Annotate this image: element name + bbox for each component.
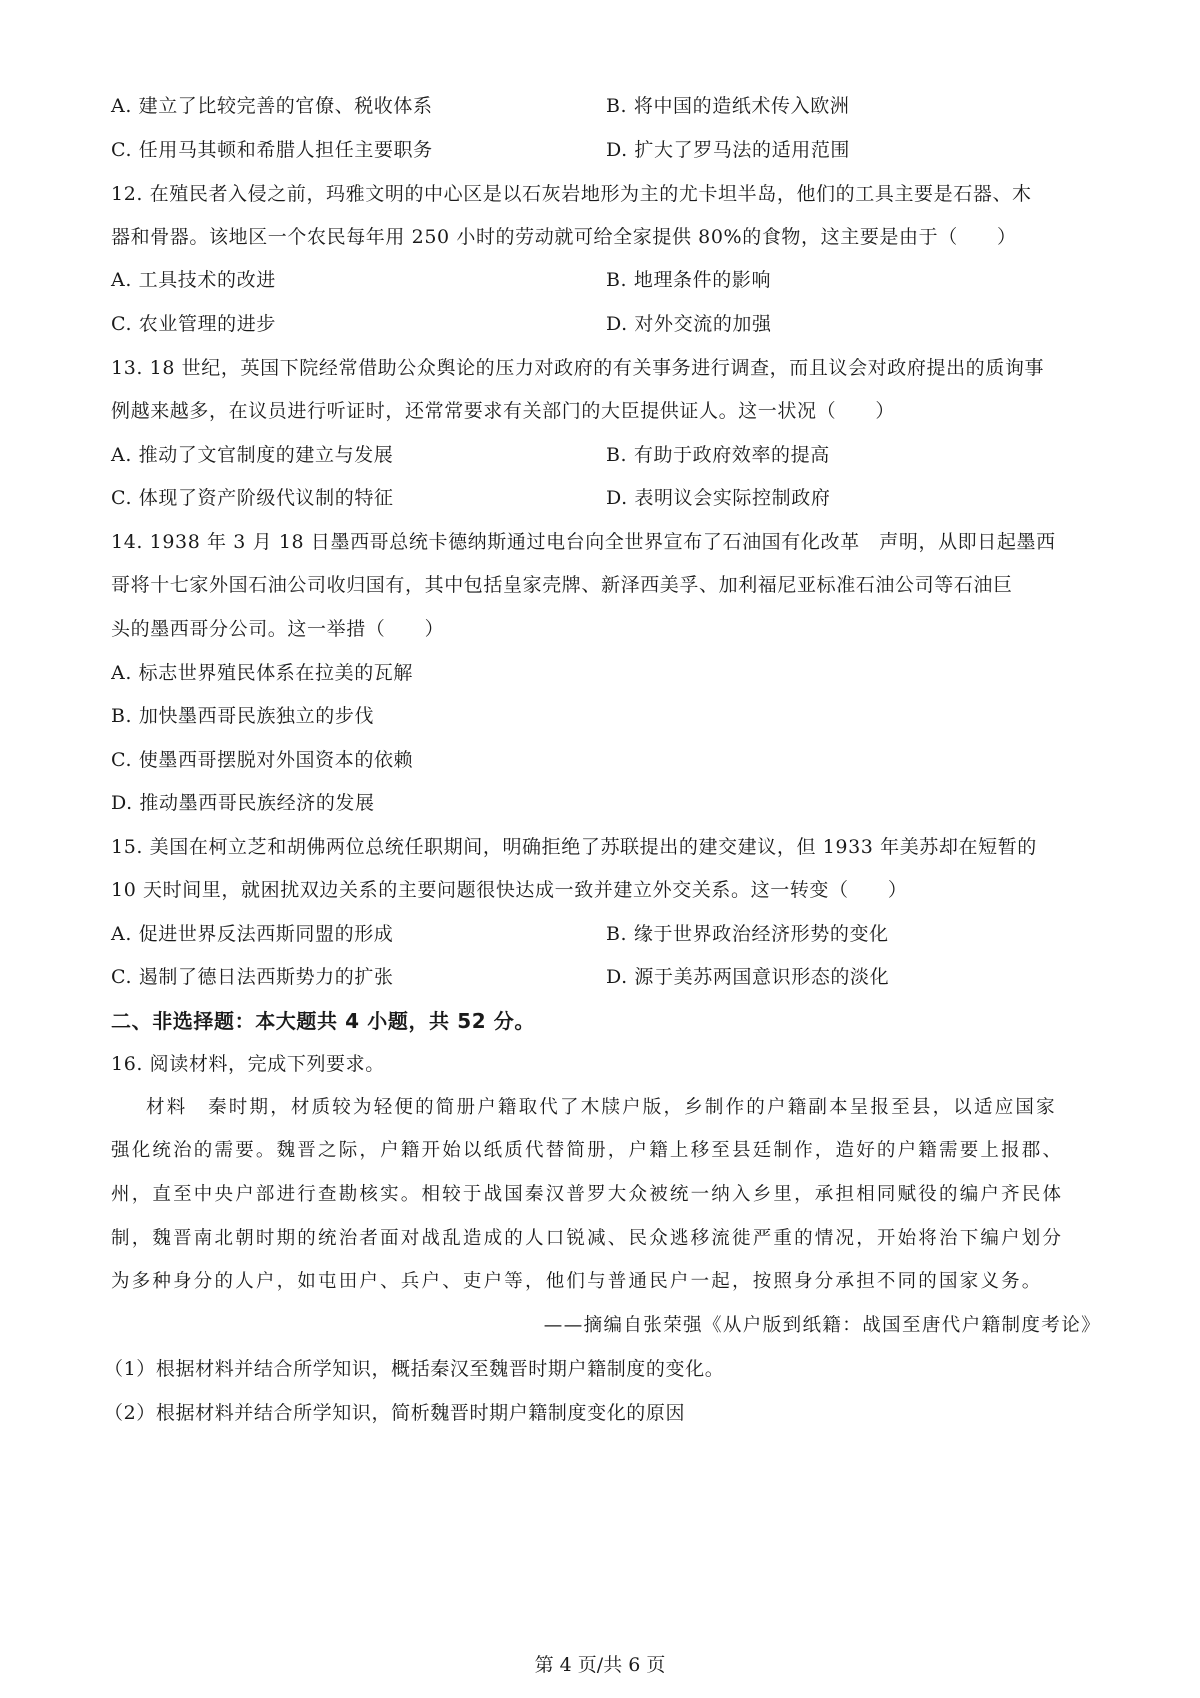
q15-stem-line-2: 10 天时间里，就困扰双边关系的主要问题很快达成一致并建立外交关系。这一转变（ ） (111, 879, 908, 901)
q16-material-line-3: 州，直至中央户部进行查勘核实。相较于战国秦汉普罗大众被统一纳入乡里，承担相同赋役的编户齐民体 (111, 1184, 1064, 1205)
q13-option-c: C. 体现了资产阶级代议制的特征 (111, 487, 394, 509)
q13-option-b: B. 有助于政府效率的提高 (606, 444, 830, 466)
q12-options-row-1 (111, 267, 1101, 293)
q13-option-a: A. 推动了文官制度的建立与发展 (111, 444, 394, 466)
q11-option-d: D. 扩大了罗马法的适用范围 (606, 139, 851, 161)
q11-options-row-2 (111, 137, 1101, 163)
q11-option-b: B. 将中国的造纸术传入欧洲 (606, 95, 850, 117)
q12-option-b: B. 地理条件的影响 (606, 269, 772, 291)
q11-option-c: C. 任用马其顿和希腊人担任主要职务 (111, 139, 433, 161)
q11-options-row-1 (111, 93, 1101, 119)
q14-stem-line-2: 哥将十七家外国石油公司收归国有，其中包括皇家壳牌、新泽西美孚、加利福尼亚标准石油公司等石油巨 (111, 574, 1013, 596)
q16-material-line-5: 为多种身分的人户，如屯田户、兵户、吏户等，他们与普通民户一起，按照身分承担不同的国家义务。 (111, 1271, 1043, 1292)
q14-stem-line-3: 头的墨西哥分公司。这一举措（ ） (111, 618, 445, 640)
q16-sub-question-2: （2）根据材料并结合所学知识，简析魏晋时期户籍制度变化的原因 (104, 1402, 686, 1424)
q14-option-a: A. 标志世界殖民体系在拉美的瓦解 (111, 662, 414, 684)
section-2-heading: 二、非选择题：本大题共 4 小题，共 52 分。 (111, 1009, 535, 1033)
q14-stem-line-1: 14. 1938 年 3 月 18 日墨西哥总统卡德纳斯通过电台向全世界宣布了石油国有化改革 声明，从即日起墨西 (111, 531, 1056, 553)
q15-option-a: A. 促进世界反法西斯同盟的形成 (111, 923, 394, 945)
q15-stem-line-1: 15. 美国在柯立芝和胡佛两位总统任职期间，明确拒绝了苏联提出的建交建议，但 1933 年美苏却在短暂的 (111, 836, 1037, 858)
q14-option-b: B. 加快墨西哥民族独立的步伐 (111, 705, 375, 727)
q15-options-row-2 (111, 964, 1101, 990)
q12-option-c: C. 农业管理的进步 (111, 313, 276, 335)
q15-options-row-1 (111, 921, 1101, 947)
q15-option-b: B. 缘于世界政治经济形势的变化 (606, 923, 889, 945)
q16-intro: 16. 阅读材料，完成下列要求。 (111, 1053, 385, 1075)
q15-option-d: D. 源于美苏两国意识形态的淡化 (606, 966, 890, 988)
q14-option-d: D. 推动墨西哥民族经济的发展 (111, 792, 375, 814)
q12-stem-line-2: 器和骨器。该地区一个农民每年用 250 小时的劳动就可给全家提供 80%的食物，这主要是由于（ ） (111, 226, 1017, 248)
q12-stem-line-1: 12. 在殖民者入侵之前，玛雅文明的中心区是以石灰岩地形为主的尤卡坦半岛，他们的工具主要是石器、木 (111, 183, 1032, 205)
q12-option-a: A. 工具技术的改进 (111, 269, 276, 291)
q13-stem-line-2: 例越来越多，在议员进行听证时，还常常要求有关部门的大臣提供证人。这一状况（ ） (111, 400, 896, 422)
page-number-footer: 第 4 页/共 6 页 (534, 1654, 666, 1676)
q13-stem-line-1: 13. 18 世纪，英国下院经常借助公众舆论的压力对政府的有关事务进行调查，而且议会对政府提出的质询事 (111, 357, 1045, 379)
q16-source-citation: ——摘编自张荣强《从户版到纸籍：战国至唐代户籍制度考论》 (543, 1315, 1101, 1336)
q16-material-line-2: 强化统治的需要。魏晋之际，户籍开始以纸质代替简册，户籍上移至县廷制作，造好的户籍需要上报郡、 (111, 1140, 1064, 1161)
q16-material-line-4: 制，魏晋南北朝时期的统治者面对战乱造成的人口锐减、民众逃移流徙严重的情况，开始将治下编户划分 (111, 1228, 1064, 1249)
q12-options-row-2 (111, 311, 1101, 337)
q13-options-row-1 (111, 442, 1101, 468)
q13-option-d: D. 表明议会实际控制政府 (606, 487, 831, 509)
q13-options-row-2 (111, 485, 1101, 511)
q14-option-c: C. 使墨西哥摆脱对外国资本的依赖 (111, 749, 414, 771)
q16-material-line-1: 材料 秦时期，材质较为轻便的简册户籍取代了木牍户版，乡制作的户籍副本呈报至县，以适应国家 (146, 1097, 1057, 1118)
q11-option-a: A. 建立了比较完善的官僚、税收体系 (111, 95, 433, 117)
q16-sub-question-1: （1）根据材料并结合所学知识，概括秦汉至魏晋时期户籍制度的变化。 (104, 1358, 725, 1380)
q15-option-c: C. 遏制了德日法西斯势力的扩张 (111, 966, 394, 988)
q12-option-d: D. 对外交流的加强 (606, 313, 772, 335)
